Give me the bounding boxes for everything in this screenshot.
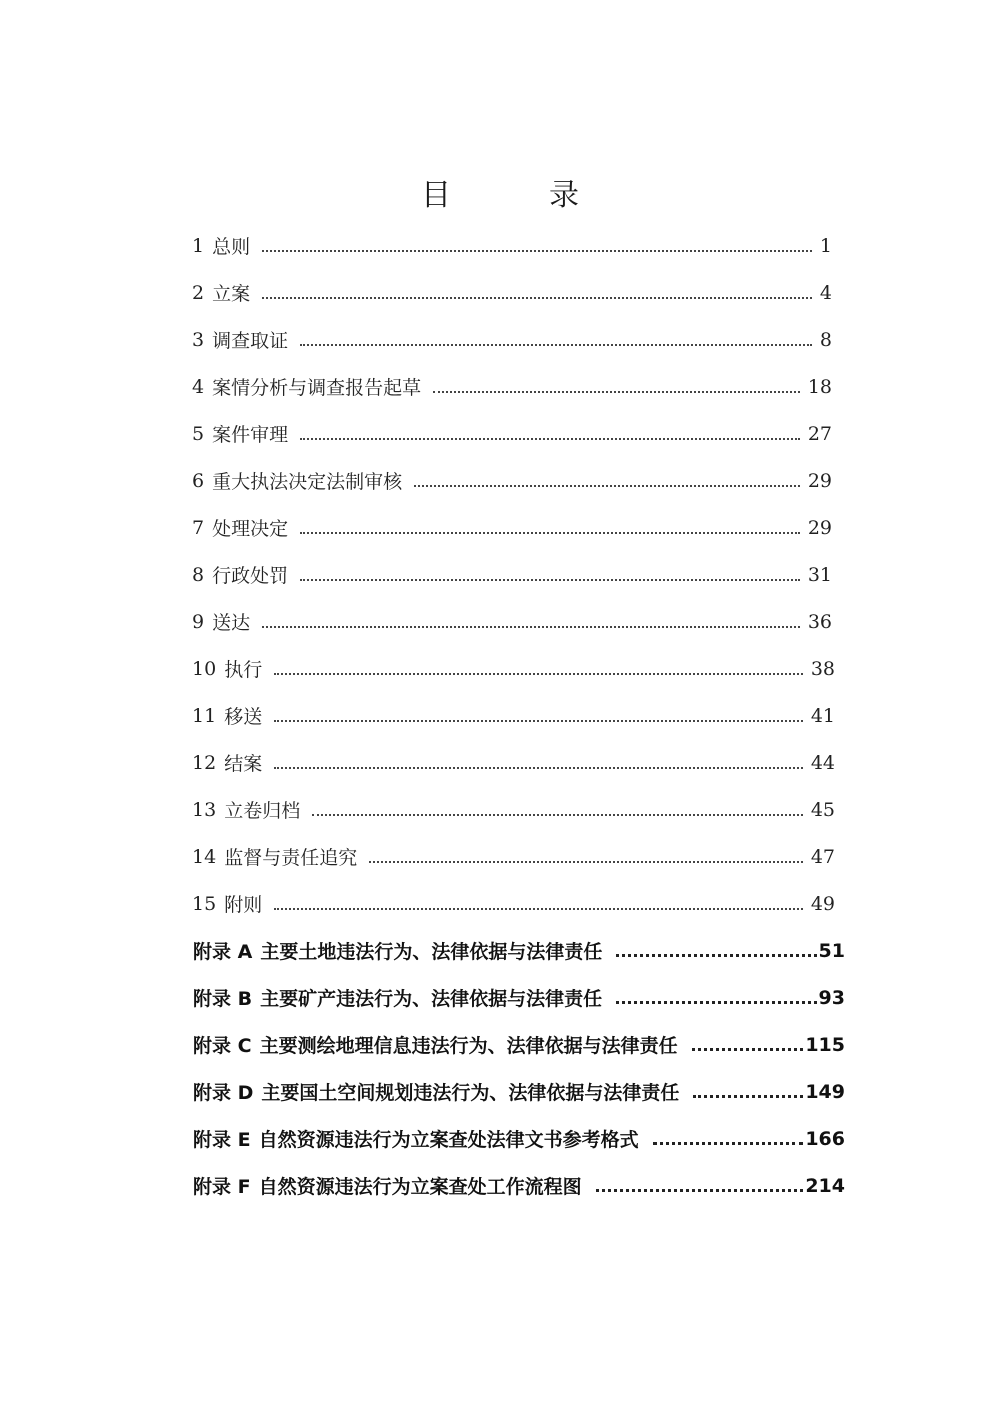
dot-leader <box>300 577 800 581</box>
chapter-entry[interactable] <box>192 692 835 739</box>
chapter-title: 立案 <box>212 283 251 305</box>
page-number: 38 <box>810 657 835 680</box>
appendix-title: 自然资源违法行为立案查处工作流程图 <box>258 1176 582 1198</box>
chapter-number: 6 <box>192 469 205 492</box>
dot-leader <box>262 295 812 299</box>
chapter-number: 2 <box>192 281 205 304</box>
page-number: 1 <box>819 234 832 257</box>
chapter-title: 总则 <box>212 236 251 258</box>
chapter-title: 附则 <box>224 894 263 916</box>
appendix-title: 主要矿产违法行为、法律依据与法律责任 <box>260 988 603 1010</box>
chapter-entry[interactable] <box>192 222 832 269</box>
page-number: 29 <box>807 516 832 539</box>
chapter-title: 调查取证 <box>212 330 289 352</box>
appendix-title: 主要国土空间规划违法行为、法律依据与法律责任 <box>261 1082 680 1104</box>
dot-leader <box>274 765 803 769</box>
page-number: 44 <box>810 751 835 774</box>
chapter-number: 4 <box>192 375 205 398</box>
dot-leader <box>616 952 816 957</box>
chapter-title: 移送 <box>224 706 263 728</box>
chapter-number: 7 <box>192 516 205 539</box>
page-number: 27 <box>807 422 832 445</box>
appendix-title: 主要土地违法行为、法律依据与法律责任 <box>260 941 603 963</box>
page-number: 31 <box>807 563 832 586</box>
chapter-number: 11 <box>192 704 217 727</box>
page-number: 115 <box>805 1033 845 1056</box>
page-number: 18 <box>807 375 832 398</box>
chapter-entry[interactable] <box>192 786 835 833</box>
page-number: 149 <box>805 1080 845 1103</box>
appendix-entry[interactable] <box>193 1068 845 1115</box>
appendix-entry[interactable] <box>193 1021 845 1068</box>
page-number: 29 <box>807 469 832 492</box>
page-number: 51 <box>818 939 845 962</box>
chapter-number: 12 <box>192 751 217 774</box>
chapter-number: 9 <box>192 610 205 633</box>
chapter-number: 1 <box>192 234 205 257</box>
chapter-entry[interactable] <box>192 504 832 551</box>
chapter-title: 执行 <box>224 659 263 681</box>
dot-leader <box>262 248 812 252</box>
chapter-entry[interactable] <box>192 833 835 880</box>
page-number: 93 <box>818 986 845 1009</box>
appendix-number: 附录 F <box>193 1176 251 1198</box>
dot-leader <box>616 999 816 1004</box>
dot-leader <box>300 436 800 440</box>
appendix-number: 附录 D <box>193 1082 254 1104</box>
dot-leader <box>369 859 803 863</box>
chapter-entry[interactable] <box>192 269 832 316</box>
dot-leader <box>433 389 800 393</box>
page-number: 36 <box>807 610 832 633</box>
chapter-title: 案情分析与调查报告起草 <box>212 377 422 399</box>
dot-leader <box>300 530 800 534</box>
appendix-number: 附录 A <box>193 941 253 963</box>
dot-leader <box>692 1046 804 1051</box>
dot-leader <box>693 1093 803 1098</box>
page-number: 41 <box>810 704 835 727</box>
chapter-title: 处理决定 <box>212 518 289 540</box>
appendix-number: 附录 B <box>193 988 253 1010</box>
chapter-entry[interactable] <box>192 363 832 410</box>
chapter-entry[interactable] <box>192 739 835 786</box>
chapter-entry[interactable] <box>192 457 832 504</box>
dot-leader <box>274 906 803 910</box>
dot-leader <box>274 671 803 675</box>
chapter-title: 监督与责任追究 <box>224 847 358 869</box>
chapter-entry[interactable] <box>192 598 832 645</box>
appendix-title: 自然资源违法行为立案查处法律文书参考格式 <box>258 1129 639 1151</box>
dot-leader <box>262 624 800 628</box>
chapter-title: 结案 <box>224 753 263 775</box>
chapter-number: 15 <box>192 892 217 915</box>
dot-leader <box>653 1140 804 1145</box>
page-number: 47 <box>810 845 835 868</box>
chapter-title: 案件审理 <box>212 424 289 446</box>
chapter-entry[interactable] <box>192 551 832 598</box>
chapter-entry[interactable] <box>192 410 832 457</box>
chapter-number: 8 <box>192 563 205 586</box>
chapter-entry[interactable] <box>192 645 835 692</box>
chapter-number: 3 <box>192 328 205 351</box>
page-number: 214 <box>805 1174 845 1197</box>
chapter-title: 立卷归档 <box>224 800 301 822</box>
appendix-number: 附录 E <box>193 1129 251 1151</box>
chapter-number: 13 <box>192 798 217 821</box>
chapter-number: 5 <box>192 422 205 445</box>
appendix-entry[interactable] <box>193 1115 845 1162</box>
page-number: 8 <box>819 328 832 351</box>
chapter-title: 重大执法决定法制审核 <box>212 471 403 493</box>
page-number: 45 <box>810 798 835 821</box>
dot-leader <box>312 812 803 816</box>
dot-leader <box>596 1187 804 1192</box>
appendix-title: 主要测绘地理信息违法行为、法律依据与法律责任 <box>259 1035 678 1057</box>
dot-leader <box>274 718 803 722</box>
page-number: 166 <box>805 1127 845 1150</box>
chapter-entry[interactable] <box>192 316 832 363</box>
toc-title: 目 录 <box>421 178 613 213</box>
chapter-number: 10 <box>192 657 217 680</box>
chapter-title: 行政处罚 <box>212 565 289 587</box>
appendix-entry[interactable] <box>193 974 845 1021</box>
page-number: 4 <box>819 281 832 304</box>
appendix-number: 附录 C <box>193 1035 252 1057</box>
dot-leader <box>300 342 812 346</box>
chapter-number: 14 <box>192 845 217 868</box>
appendix-entry[interactable] <box>193 927 845 974</box>
chapter-entry[interactable] <box>192 880 835 927</box>
appendix-entry[interactable] <box>193 1162 845 1209</box>
dot-leader <box>414 483 800 487</box>
page-number: 49 <box>810 892 835 915</box>
chapter-title: 送达 <box>212 612 251 634</box>
